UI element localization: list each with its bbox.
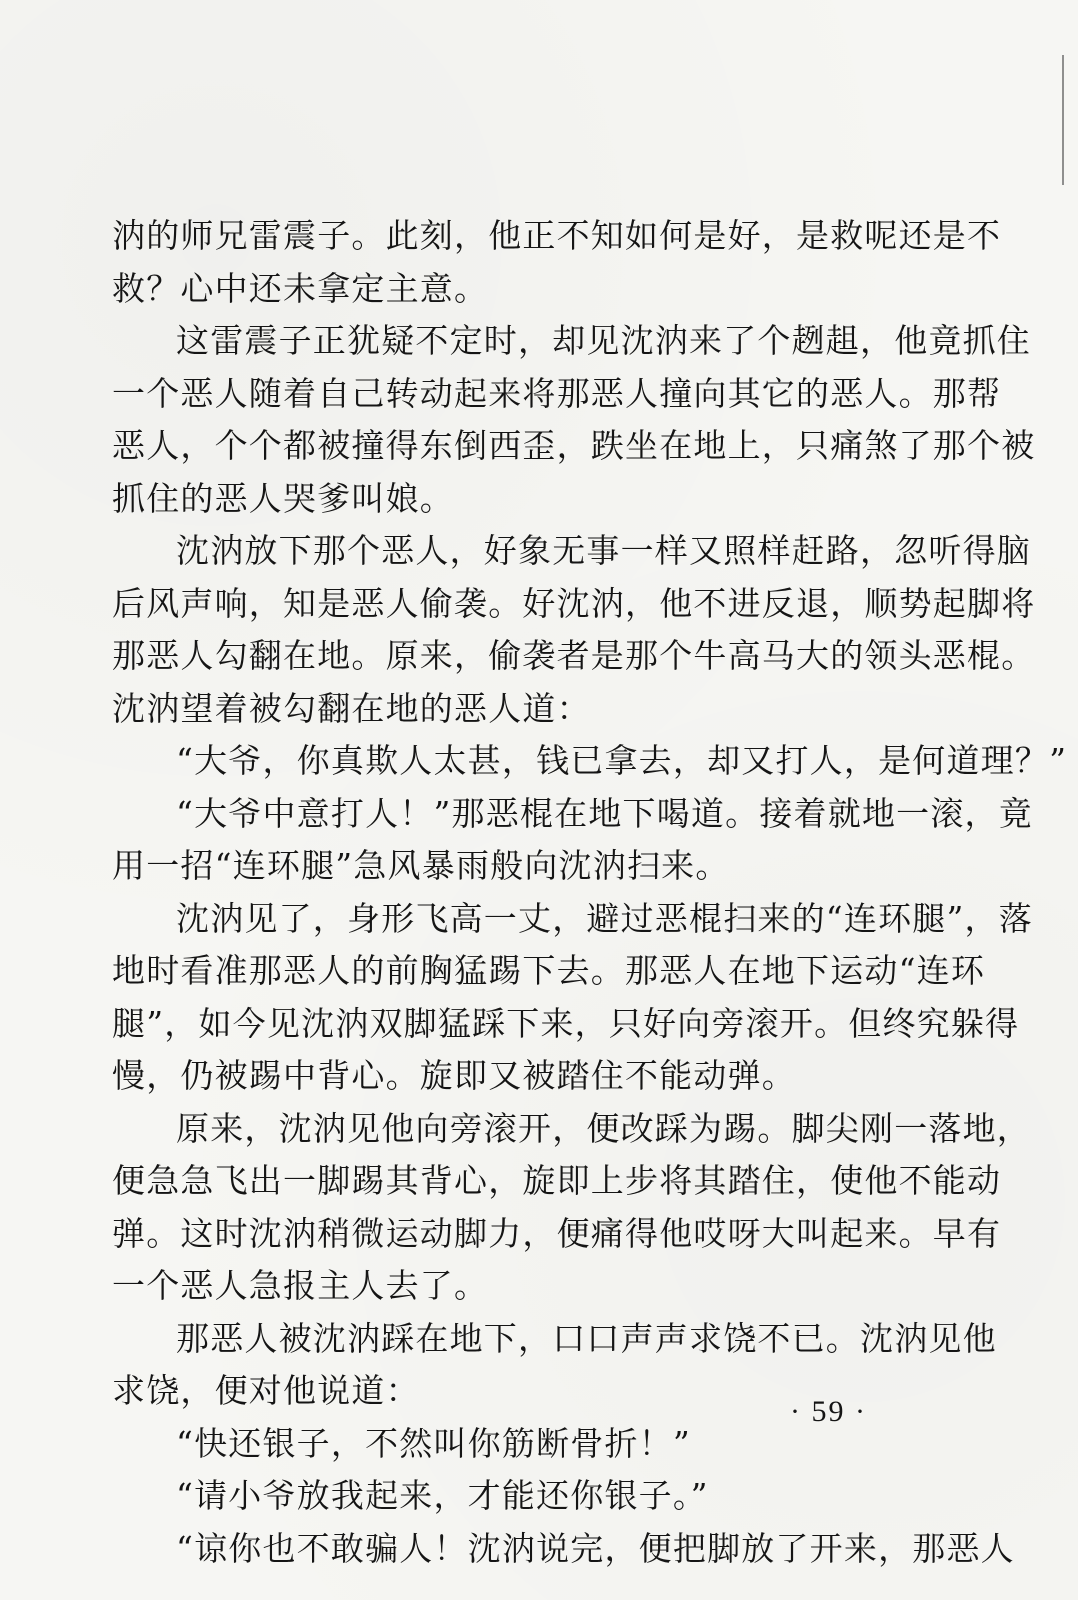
text-line: 求饶，便对他说道： xyxy=(112,1371,420,1410)
text-line: 便急急飞出一脚踢其背心，旋即上步将其踏住，使他不能动 xyxy=(112,1161,1002,1200)
text-line: 腿”，如今见沈汭双脚猛踩下来，只好向旁滚开。但终究躲得 xyxy=(112,1003,1020,1043)
text-line: 抓住的恶人哭爹叫娘。 xyxy=(112,478,454,518)
text-line: “请小爷放我起来，才能还你银子。” xyxy=(176,1476,709,1515)
text-line: 那恶人被沈汭踩在地下，口口声声求饶不已。沈汭见他 xyxy=(176,1318,997,1358)
text-line: 沈汭见了，身形飞高一丈，避过恶棍扫来的“连环腿”，落 xyxy=(176,898,1033,938)
text-line: 恶人，个个都被撞得东倒西歪，跌坐在地上，只痛煞了那个被 xyxy=(112,426,1036,465)
text-line: “大爷，你真欺人太甚，钱已拿去，却又打人，是何道理？” xyxy=(176,741,1068,780)
text-line: 汭的师兄雷震子。此刻，他正不知如何是好，是救呢还是不 xyxy=(112,216,1002,255)
text-line: 救？心中还未拿定主意。 xyxy=(112,268,489,308)
text-line: 用一招“连环腿”急风暴雨般向沈汭扫来。 xyxy=(112,846,730,885)
text-line: “大爷中意打人！”那恶棍在地下喝道。接着就地一滚，竟 xyxy=(176,793,1033,833)
text-line: 一个恶人急报主人去了。 xyxy=(112,1266,489,1305)
text-line: 地时看准那恶人的前胸猛踢下去。那恶人在地下运动“连环 xyxy=(112,951,986,990)
text-line: 原来，沈汭见他向旁滚开，便改踩为踢。脚尖刚一落地， xyxy=(176,1108,1031,1148)
text-line: 后风声响，知是恶人偷袭。好沈汭，他不进反退，顺势起脚将 xyxy=(112,583,1036,623)
text-line: “谅你也不敢骗人！沈汭说完，便把脚放了开来，那恶人 xyxy=(176,1528,1015,1568)
text-line: 这雷震子正犹疑不定时，却见沈汭来了个趔趄，他竟抓住 xyxy=(176,321,1031,360)
text-line: 弹。这时沈汭稍微运动脚力，便痛得他哎呀大叫起来。早有 xyxy=(112,1213,1002,1253)
text-line: 沈汭望着被勾翻在地的恶人道： xyxy=(112,688,591,728)
text-line: 那恶人勾翻在地。原来，偷袭者是那个牛高马大的领头恶棍。 xyxy=(112,636,1036,675)
text-line: 沈汭放下那个恶人，好象无事一样又照样赶路，忽听得脑 xyxy=(176,531,1031,570)
body-text xyxy=(112,210,1068,1575)
text-line: 慢，仍被踢中背心。旋即又被踏住不能动弹。 xyxy=(112,1056,796,1095)
page-edge-shadow xyxy=(1062,55,1064,185)
text-line: 一个恶人随着自己转动起来将那恶人撞向其它的恶人。那帮 xyxy=(112,373,1002,413)
text-line: “快还银子，不然叫你筋断骨折！” xyxy=(176,1423,691,1463)
page-number: · 59 · xyxy=(790,1395,867,1428)
